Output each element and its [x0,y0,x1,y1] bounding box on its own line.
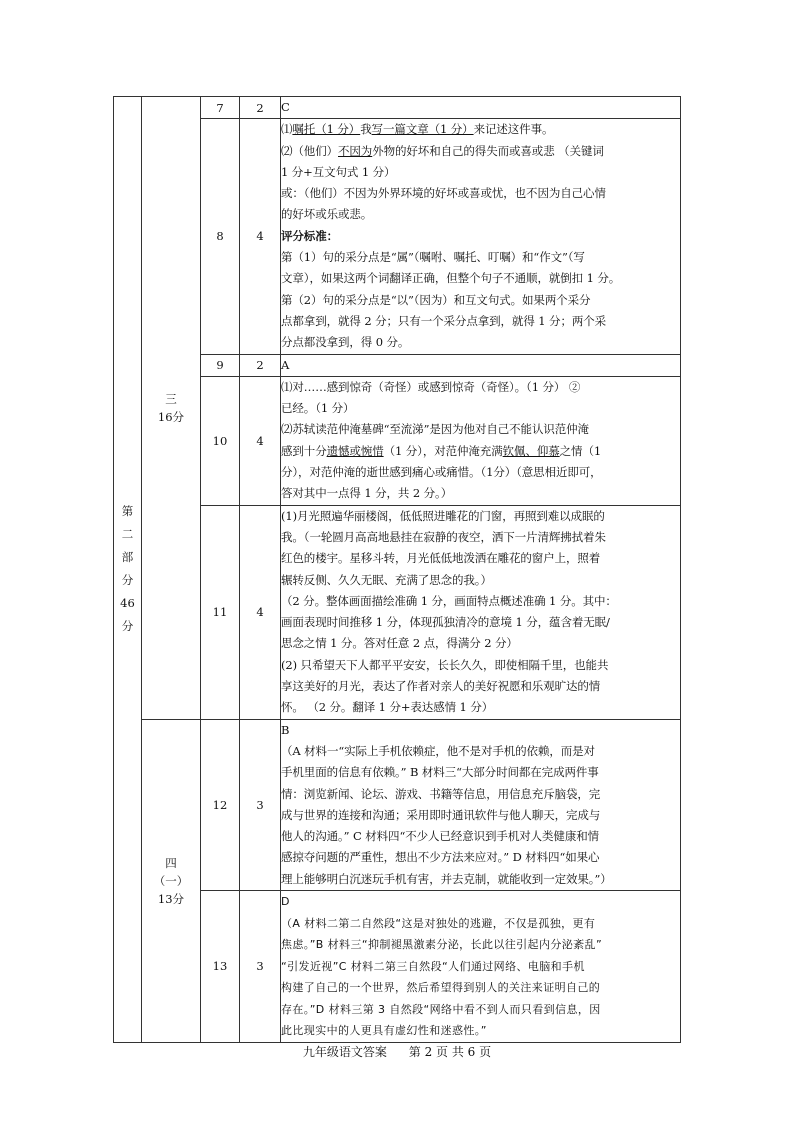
part-label: 第 二 部 分 46 分 [114,97,142,1043]
page-footer [0,1043,794,1060]
answer-text: C [281,97,681,119]
answer-text: D （A 材料二第二自然段“这是对独处的逃避，不仅是孤独，更有 焦虑。”B 材料三“抑制褪黑激素分泌，长此以往引起内分泌紊乱” “引发近视”C 材料二第三自然段“人们通过网络、电脑和手机 构建了自己的一个世界，然后希望得到别人的关注来证明自己的 存在。”D 材料三第 3 自然段“网络中看不到人而只看到信息，因 此比现实中的人更具有虚幻性和迷惑性。” [281,891,681,1043]
question-number: 11 [201,505,240,719]
answer-text: ⑴对……感到惊奇（奇怪）或感到惊奇（奇怪）。（1 分） ② 已经。（1 分） ⑵苏轼读范仲淹墓碑“至流涕”是因为他对自己不能认识范仲淹 感到十分遗憾或惋惜（1 分），对范仲淹充满钦佩、仰慕之情（1 分），对范仲淹的逝世感到痛心或痛惜。（1分）（意思相近即可， 答对其中一点得 1 分，共 2 分。） [281,376,681,505]
question-number: 12 [201,719,240,890]
table-row [114,97,681,119]
answer-text: (1)月光照遍华丽楼阁，低低照进雕花的门窗，再照到难以成眠的 我。（一轮圆月高高地悬挂在寂静的夜空，洒下一片清辉拂拭着朱 红色的楼宇。星移斗转，月光低低地泼洒在雕花的窗户上，照着 辗转反侧、久久无眠、充满了思念的我。） （2 分。整体画面描绘准确 1 分，画面特点概述准确 1 分。其中： 画面表现时间推移 1 分，体现孤独清冷的意境 1 分，蕴含着无眠/ 思念之情 1 分。答对任意 2 点，得满分 2 分） (2) 只希望天下人都平平安安，长长久久，即使相隔千里，也能共 享这美好的月光，表达了作者对亲人的美好祝愿和乐观旷达的情 怀。 （2 分。翻译 1 分+表达感情 1 分） [281,505,681,719]
section-three-label: 三 16分 [142,97,201,720]
footer-page-number: 第 2 页 共 6 页 [408,1045,492,1059]
question-score: 3 [240,719,281,890]
answer-text: ⑴嘱托（1 分）我写一篇文章（1 分）来记述这件事。 ⑵（他们）不因为外物的好坏和自己的得失而或喜或悲 （关键词 1 分+互文句式 1 分） 或：（他们）不因为外界环境的好坏或喜或忧，也不因为自己心情 的好坏或乐或悲。 评分标准： 第（1）句的采分点是“属”（嘱咐、嘱托、叮嘱）和“作文”（写 文章），如果这两个词翻译正确，但整个句子不通顺，就倒扣 1 分。 第（2）句的采分点是“以”（因为）和互文句式。如果两个采分 点都拿到，就得 2 分；只有一个采分点拿到，就得 1 分；两个采 分点都没拿到，得 0 分。 [281,119,681,354]
answer-text: A [281,354,681,376]
section-four-label: 四 （一） 13分 [142,719,201,1042]
answer-table [113,96,681,1043]
table-row [114,719,681,890]
question-number: 13 [201,891,240,1043]
question-number: 7 [201,97,240,119]
question-score: 4 [240,376,281,505]
question-score: 4 [240,505,281,719]
question-score: 3 [240,891,281,1043]
footer-subject: 九年级语文答案 [302,1045,387,1059]
question-number: 9 [201,354,240,376]
question-number: 10 [201,376,240,505]
question-score: 2 [240,354,281,376]
question-score: 4 [240,119,281,354]
answer-text: B （A 材料一“实际上手机依赖症，他不是对手机的依赖，而是对 手机里面的信息有依赖。” B 材料三“大部分时间都在完成两件事 情：浏览新闻、论坛、游戏、书籍等信息，用信息充斥脑袋，完 成与世界的连接和沟通；采用即时通讯软件与他人聊天，完成与 他人的沟通。” C 材料四“不少人已经意识到手机对人类健康和情 感掠夺问题的严重性，想出不少方法来应对。” D 材料四“如果心 理上能够明白沉迷玩手机有害，并去克制，就能收到一定效果。”） [281,719,681,890]
question-score: 2 [240,97,281,119]
scoring-criteria-heading: 评分标准： [281,228,338,243]
question-number: 8 [201,119,240,354]
